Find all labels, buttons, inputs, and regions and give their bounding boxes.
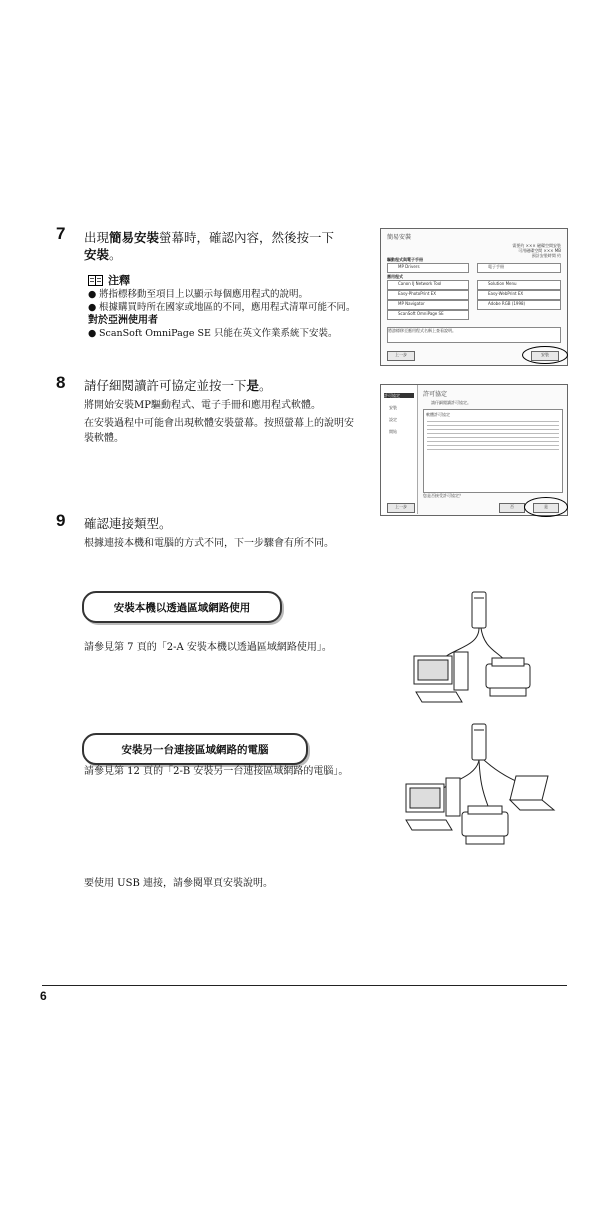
step-8-para2: 在安裝過程中可能會出現軟體安裝螢幕。按照螢幕上的說明安裝軟體。 <box>84 418 354 444</box>
easy-install-title: 簡易安裝 <box>387 234 412 241</box>
step-9-heading: 確認連接類型。 <box>84 516 172 531</box>
app-item[interactable]: MP Drivers <box>387 263 469 273</box>
option-b-reference: 請參見第 12 頁的「2-B 安裝另一台連接區域網路的電腦」。 <box>84 766 349 777</box>
step-9-number: 9 <box>56 511 66 530</box>
section-apps: 應用程式 <box>387 274 403 279</box>
step-7-heading-bold1: 簡易安裝 <box>109 230 160 245</box>
laptop-icon <box>510 776 548 800</box>
easy-install-info: 需要約 ××× 磁碟空間安裝 可用磁碟空間 ××× MB 預計安裝時間 約 <box>512 243 561 258</box>
step-7-heading-bold2: 安裝 <box>84 247 110 262</box>
asia-title: 對於亞洲使用者 <box>88 315 158 326</box>
footer-rule <box>42 985 567 986</box>
wizard-sidebar: 許可協定 安裝 設定 開始 <box>381 385 418 514</box>
book-icon <box>88 275 103 286</box>
yes-highlight <box>524 497 568 517</box>
back-button[interactable]: 上一步 <box>387 503 415 513</box>
no-button[interactable]: 否 <box>499 503 525 513</box>
step-8-number: 8 <box>56 373 66 392</box>
step-8-heading: 請仔細閱讀許可協定並按一下是。 <box>84 378 272 393</box>
router-icon <box>472 592 486 628</box>
step-8-para1: 將開始安裝MP驅動程式、電子手冊和應用程式軟體。 <box>84 400 321 411</box>
back-button[interactable]: 上一步 <box>387 351 415 361</box>
page-number: 6 <box>40 989 47 1003</box>
step-7-heading-end: 。 <box>109 247 122 262</box>
pc-tower-icon <box>446 778 460 816</box>
option-a-label: 安裝本機以透過區域網路使用 <box>82 591 282 623</box>
note-list <box>88 288 356 340</box>
app-item[interactable]: ScanSoft OmniPage SE <box>387 310 469 320</box>
usb-note: 要使用 USB 連接，請參閱單頁安裝說明。 <box>84 878 273 889</box>
printer-icon <box>462 812 508 836</box>
step-7-number: 7 <box>56 224 66 243</box>
app-description: 將游標移至應用程式名稱上查看說明。 <box>387 327 561 343</box>
step-7-heading <box>84 229 374 263</box>
note-item: ● 根據購買時所在國家或地區的不同，應用程式清單可能不同。 <box>88 302 356 313</box>
app-item[interactable]: Easy-PhotoPrint EX <box>387 290 469 300</box>
pc-tower-icon <box>454 652 468 690</box>
install-button[interactable]: 安裝 <box>531 351 559 361</box>
keyboard-icon <box>406 820 452 830</box>
section-drivers: 驅動程式與電子手冊 <box>387 257 423 262</box>
license-title: 許可協定 <box>423 391 448 398</box>
license-screenshot: 許可協定 安裝 設定 開始 許可協定 請仔細閱讀許可協定。 軟體許可協定 您是否接受許可協定？ 上一步 否 是 <box>380 384 568 516</box>
app-item[interactable]: Adobe RGB (1998) <box>477 300 561 310</box>
keyboard-icon <box>416 692 462 702</box>
app-item[interactable]: Solution Menu <box>477 280 561 290</box>
agreement-textbox[interactable]: 軟體許可協定 <box>423 409 563 493</box>
printer-icon <box>486 664 530 688</box>
network-illustration-b <box>396 720 566 852</box>
note-item: ● 將指標移動至項目上以顯示每個應用程式的說明。 <box>88 289 309 300</box>
app-item[interactable]: Canon IJ Network Tool <box>387 280 469 290</box>
network-illustration-a <box>410 588 540 716</box>
option-a-reference: 請參見第 7 頁的「2-A 安裝本機以透過區域網路使用」。 <box>84 642 332 653</box>
app-item[interactable]: Easy-WebPrint EX <box>477 290 561 300</box>
app-item[interactable]: MP Navigator <box>387 300 469 310</box>
step-7-heading-pre: 出現 <box>84 230 110 245</box>
note-title: 注釋 <box>108 274 130 287</box>
asia-item: ● ScanSoft OmniPage SE 只能在英文作業系統下安裝。 <box>88 328 338 339</box>
step-9-text: 根據連接本機和電腦的方式不同，下一步驟會有所不同。 <box>84 538 334 549</box>
step-7-heading-mid: 螢幕時，確認內容，然後按一下 <box>159 230 335 245</box>
app-item[interactable]: 電子手冊 <box>477 263 561 273</box>
install-highlight <box>522 346 568 364</box>
option-b-label: 安裝另一台連接區域網路的電腦 <box>82 733 308 765</box>
router-icon <box>472 724 486 760</box>
yes-button[interactable]: 是 <box>533 503 559 513</box>
note-header <box>88 272 130 288</box>
step-8-text <box>84 398 356 446</box>
